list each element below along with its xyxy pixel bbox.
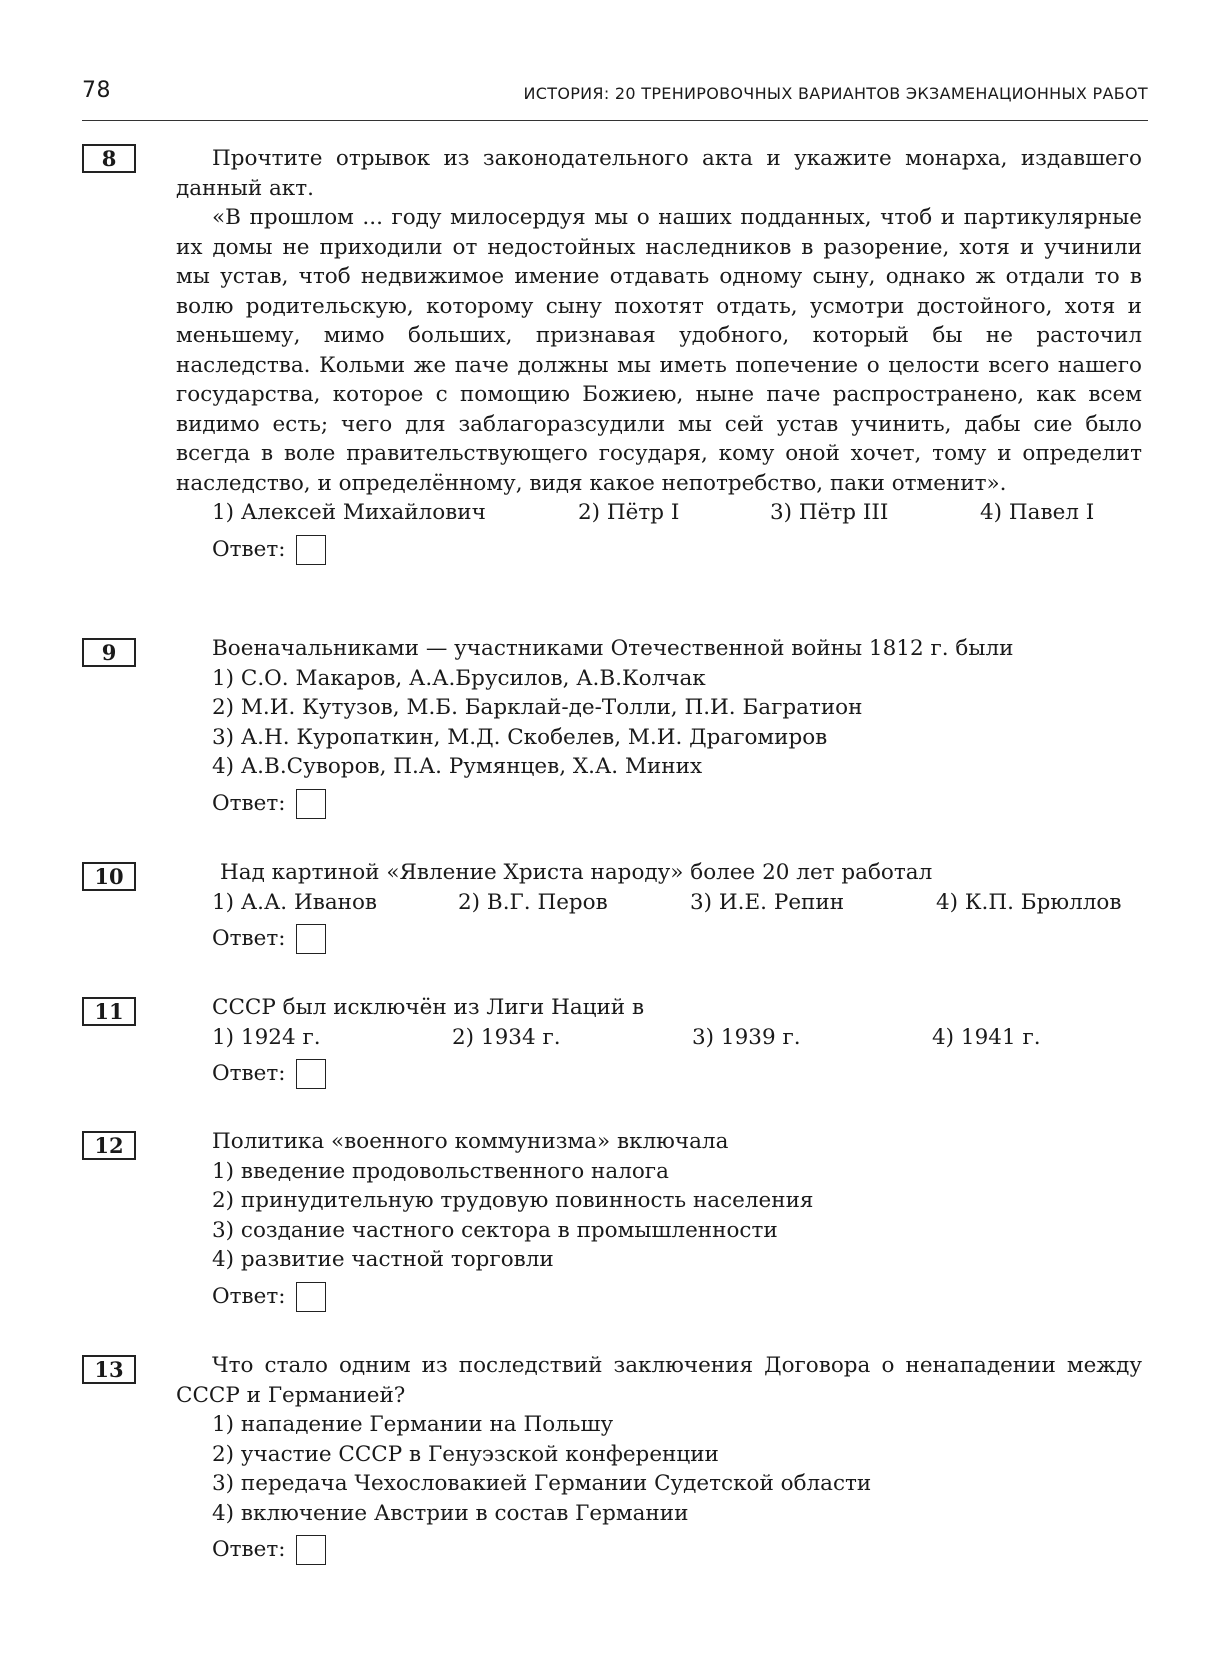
task-question: Военачальниками — участниками Отечественной войны 1812 г. были: [212, 636, 1014, 661]
option: 4) развитие частной торговли: [212, 1247, 554, 1272]
answer-box[interactable]: [296, 1535, 326, 1565]
answer-box[interactable]: [296, 924, 326, 954]
option: 2) М.И. Кутузов, М.Б. Барклай-де-Толли, П.И. Багратион: [212, 695, 863, 720]
answer-box[interactable]: [296, 535, 326, 565]
running-title: ИСТОРИЯ: 20 ТРЕНИРОВОЧНЫХ ВАРИАНТОВ ЭКЗАМЕНАЦИОННЫХ РАБОТ: [523, 84, 1148, 103]
option: 3) 1939 г.: [692, 1024, 801, 1050]
option: 4) А.В.Суворов, П.А. Румянцев, Х.А. Миних: [212, 754, 703, 779]
page-number: 78: [82, 78, 111, 103]
task-question: Политика «военного коммунизма» включала: [212, 1129, 729, 1154]
task-body: [176, 858, 1142, 959]
options-row: [176, 498, 1142, 528]
option: 4) Павел I: [980, 500, 1095, 525]
option: 3) И.Е. Репин: [690, 889, 845, 915]
answer-box[interactable]: [296, 789, 326, 819]
options-row: [176, 1023, 1142, 1053]
option: 3) А.Н. Куропаткин, М.Д. Скобелев, М.И. Драгомиров: [212, 724, 828, 750]
task-question: СССР был исключён из Лиги Наций в: [212, 995, 645, 1020]
option: 1) С.О. Макаров, А.А.Брусилов, А.В.Колчак: [212, 665, 706, 691]
answer-row: [176, 530, 1142, 570]
option: 1) А.А. Иванов: [212, 889, 378, 915]
option: 4) К.П. Брюллов: [936, 889, 1122, 915]
option: 3) Пётр III: [770, 500, 889, 525]
answer-label: Ответ:: [212, 1537, 286, 1563]
task-number-box: 13: [82, 1355, 136, 1384]
answer-box[interactable]: [296, 1059, 326, 1089]
answer-row: [176, 784, 1142, 824]
answer-label: Ответ:: [212, 790, 286, 816]
task-number-box: 8: [82, 144, 136, 173]
option: 3) передача Чехословакией Германии Судетской области: [212, 1471, 872, 1496]
answer-row: [176, 919, 1142, 959]
answer-label: Ответ:: [212, 926, 286, 952]
answer-row: [176, 1530, 1142, 1570]
task-body: [176, 1351, 1142, 1570]
option: 2) принудительную трудовую повинность населения: [212, 1188, 814, 1213]
answer-label: Ответ:: [212, 1283, 286, 1309]
answer-label: Ответ:: [212, 1061, 286, 1087]
answer-label: Ответ:: [212, 536, 286, 562]
option: 2) участие СССР в Генуэзской конференции: [212, 1441, 719, 1467]
task-body: [176, 144, 1142, 570]
answer-row: [176, 1054, 1142, 1094]
task-question: Прочтите отрывок из законодательного акта и укажите монарха, издавшего данный акт.: [176, 146, 1142, 201]
options-row: [176, 888, 1142, 918]
task-number-box: 11: [82, 997, 136, 1026]
option: 2) В.Г. Перов: [458, 889, 608, 915]
task-body: [176, 1127, 1142, 1317]
task-question: Над картиной «Явление Христа народу» более 20 лет работал: [220, 860, 933, 885]
task-body: [176, 634, 1142, 824]
page-header: [82, 76, 1148, 121]
task-number-box: 9: [82, 638, 136, 667]
answer-row: [176, 1277, 1142, 1317]
answer-box[interactable]: [296, 1282, 326, 1312]
option: 4) 1941 г.: [932, 1024, 1041, 1050]
option: 3) создание частного сектора в промышленности: [212, 1217, 778, 1243]
option: 2) 1934 г.: [452, 1024, 561, 1050]
task-quote: «В прошлом ... году милосердуя мы о наших подданных, чтоб и партикулярные их домы не приходили от недостойных наследников в разорение, хотя и учинили мы устав, чтоб недвижимое имение отдавать одному сыну, однако ж отдали то в волю родительскую, которому сыну похотят отдать, усмотри достойного, хотя и меньшему, мимо больших, признавая удобного, который бы не расточил наследства. Кольми же паче должны мы иметь попечение о целости всего нашего государства, которое с помощию Божиею, ныне паче распространено, как всем видимо есть; чего для заблагоразсудили мы сей устав учинить, дабы сие было всегда в воле правительствующего государя, кому оной хочет, тому и определит наследство, и определённому, видя какое непотребство, паки отменит».: [176, 205, 1142, 496]
option: 1) 1924 г.: [212, 1024, 321, 1050]
task-question: Что стало одним из последствий заключения Договора о ненападении между СССР и Германией?: [176, 1353, 1142, 1408]
option: 1) Алексей Михайлович: [212, 500, 486, 525]
task-number-box: 10: [82, 862, 136, 891]
task-number-box: 12: [82, 1131, 136, 1160]
option: 1) введение продовольственного налога: [212, 1158, 669, 1184]
option: 4) включение Австрии в состав Германии: [212, 1500, 689, 1526]
task-body: [176, 993, 1142, 1094]
option: 2) Пётр I: [578, 500, 680, 525]
option: 1) нападение Германии на Польшу: [212, 1412, 614, 1437]
